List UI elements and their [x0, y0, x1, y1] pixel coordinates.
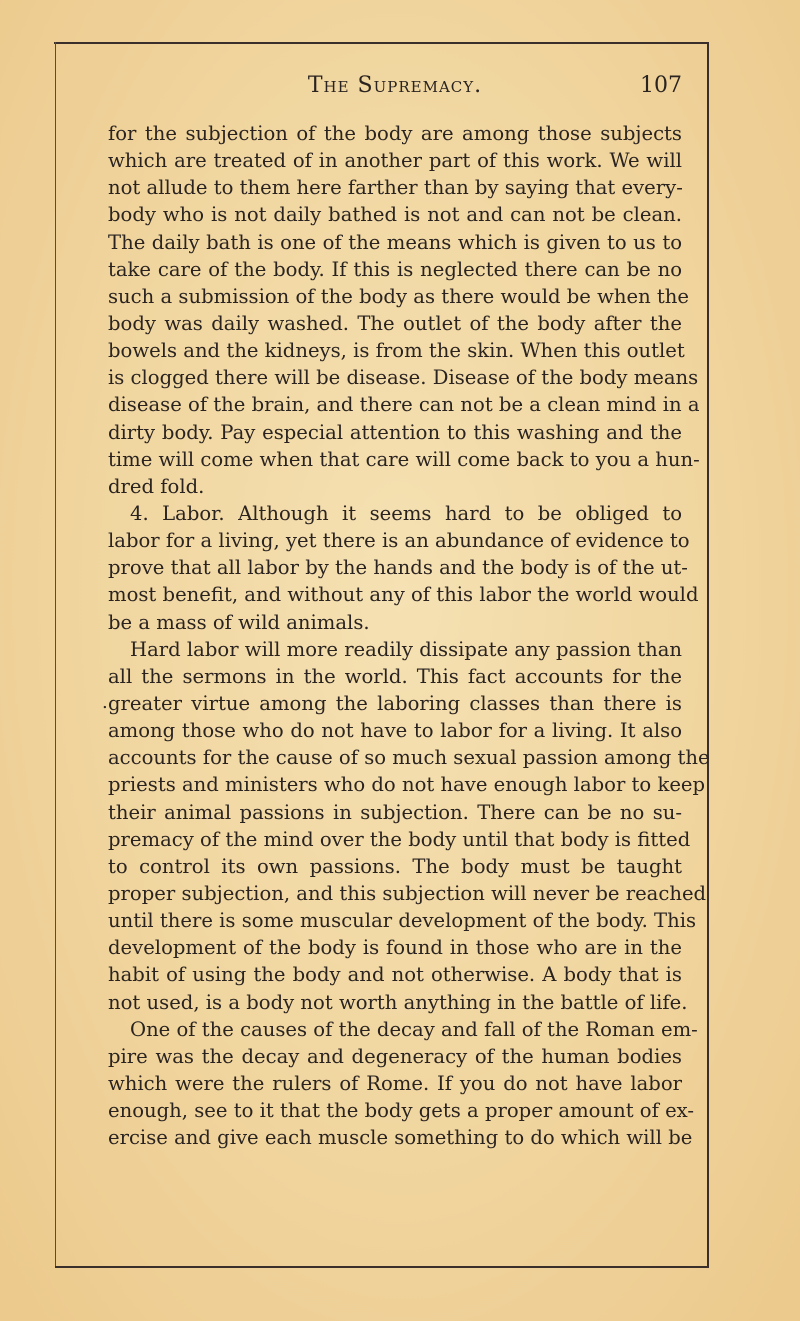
- text-line: greater virtue among the laboring classes than there is: [108, 691, 682, 715]
- text-line: to control its own passions. The body must be taught: [108, 854, 682, 878]
- text-line: labor for a living, yet there is an abundance of evidence to: [108, 529, 690, 553]
- text-line: pire was the decay and degeneracy of the human bodies: [108, 1044, 682, 1068]
- text-line: take care of the body. If this is neglected there can be no: [108, 257, 682, 281]
- text-line: body who is not daily bathed is not and can not be clean.: [108, 203, 682, 227]
- text-line: accounts for the cause of so much sexual passion among the: [108, 746, 710, 770]
- text-line: One of the causes of the decay and fall of the Roman em-: [130, 1017, 698, 1041]
- text-line: for the subjection of the body are among those subjects: [108, 122, 682, 145]
- text-line: The daily bath is one of the means which is given to us to: [108, 230, 682, 254]
- text-line: dred fold.: [108, 474, 205, 498]
- text-line: among those who do not have to labor for a living. It also: [108, 719, 682, 743]
- page-border-top: [54, 42, 709, 44]
- text-line: disease of the brain, and there can not be a clean mind in a: [108, 393, 700, 417]
- text-line: priests and ministers who do not have enough labor to keep: [108, 773, 706, 797]
- body-text: [108, 120, 710, 1151]
- text-line: until there is some muscular development of the body. This: [108, 909, 697, 933]
- text-line: is clogged there will be disease. Disease of the body means: [108, 366, 699, 390]
- text-line: which were the rulers of Rome. If you do not have labor: [108, 1071, 682, 1095]
- text-line: body was daily washed. The outlet of the body after the: [108, 311, 682, 335]
- text-line: premacy of the mind over the body until that body is fitted: [108, 827, 691, 851]
- text-line: dirty body. Pay especial attention to this washing and the: [108, 420, 682, 444]
- running-head: The Supremacy.: [307, 73, 483, 98]
- text-line: their animal passions in subjection. There can be no su-: [108, 800, 682, 824]
- text-line: time will come when that care will come back to you a hun-: [108, 447, 700, 471]
- text-line: development of the body is found in those who are in the: [108, 936, 682, 960]
- page-border-bottom: [55, 1266, 709, 1268]
- text-line: which are treated of in another part of this work. We will: [108, 149, 682, 173]
- text-line: most benefit, and without any of this labor the world would: [108, 583, 699, 607]
- text-line: be a mass of wild animals.: [108, 610, 370, 634]
- text-line: prove that all labor by the hands and the body is of the ut-: [108, 556, 688, 580]
- page-border-left: [55, 42, 56, 1267]
- text-line: not used, is a body not worth anything in the battle of life.: [108, 990, 688, 1014]
- text-line: habit of using the body and not otherwise. A body that is: [108, 963, 682, 987]
- margin-mark: .: [102, 692, 108, 713]
- text-line: proper subjection, and this subjection will never be reached: [108, 881, 707, 905]
- text-line: not allude to them here farther than by saying that every-: [108, 176, 683, 200]
- text-line: bowels and the kidneys, is from the skin. When this outlet: [108, 339, 685, 363]
- text-line: 4. Labor. Although it seems hard to be obliged to: [130, 501, 682, 525]
- text-line: such a submission of the body as there would be when the: [108, 284, 690, 308]
- text-line: enough, see to it that the body gets a proper amount of ex-: [108, 1099, 695, 1123]
- page-header: [108, 73, 682, 103]
- page-border-right: [707, 42, 709, 1267]
- text-line: ercise and give each muscle something to do which will be: [108, 1126, 693, 1150]
- text-line: Hard labor will more readily dissipate any passion than: [130, 637, 682, 661]
- text-line: all the sermons in the world. This fact accounts for the: [108, 664, 682, 688]
- page-number: 107: [640, 73, 682, 98]
